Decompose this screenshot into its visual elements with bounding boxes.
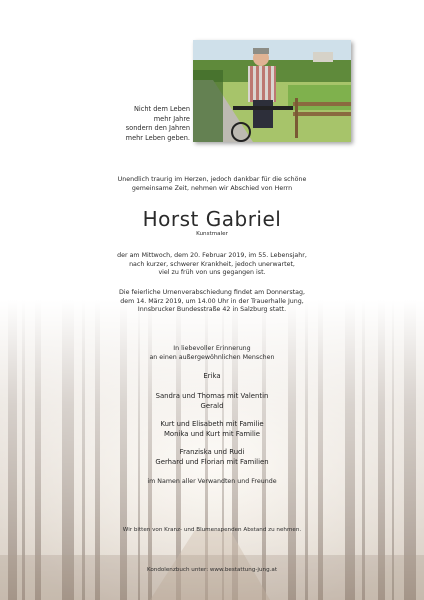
mourner-group: [92, 420, 332, 439]
motto-line: sondern den Jahren: [125, 124, 190, 133]
ceremony-line: Innsbrucker Bundesstraße 42 in Salzburg statt.: [137, 306, 287, 314]
flowers-note: Wir bitten von Kranz- und Blumenspenden Abstand zu nehmen.: [122, 527, 302, 533]
motto-text: [80, 105, 190, 143]
portrait-photo: [193, 40, 351, 142]
mourner-group: [92, 372, 332, 382]
motto-line: mehr Leben geben.: [125, 133, 190, 142]
remembrance-text: [92, 345, 332, 362]
motto-line: mehr Jahre: [153, 114, 190, 123]
death-notice-line: viel zu früh von uns gegangen ist.: [158, 269, 266, 277]
death-notice-line: nach kurzer, schwerer Krankheit, jedoch unerwartet,: [129, 260, 295, 268]
ceremony-line: dem 14. März 2019, um 14.00 Uhr in der Trauerhalle Jung,: [120, 297, 304, 305]
ceremony-line: Die feierliche Urnenverabschiedung findet am Donnerstag,: [119, 289, 305, 296]
mourner-line: Gerhard und Florian mit Familien: [155, 457, 269, 466]
mourner-line: Monika und Kurt mit Familie: [163, 429, 261, 438]
death-notice-line: der am Mittwoch, dem 20. Februar 2019, im 55. Lebensjahr,: [117, 252, 307, 259]
mourner-group: [92, 392, 332, 411]
deceased-name: Horst Gabriel: [142, 207, 282, 231]
intro-line: gemeinsame Zeit, nehmen wir Abschied von Herrn: [131, 184, 293, 192]
mourner-line: Sandra und Thomas mit Valentin: [155, 392, 269, 400]
mourner-group: [92, 448, 332, 467]
motto-line: Nicht dem Leben: [133, 105, 190, 113]
mourner-line: Gerald: [200, 401, 224, 410]
deceased-profession: Kunstmaler: [196, 231, 228, 237]
mourner-line: Kurt und Elisabeth mit Familie: [160, 420, 264, 428]
mourner-line: Franziska und Rudi: [179, 448, 245, 456]
remembrance-line: In liebevoller Erinnerung: [173, 345, 251, 352]
condolence-note: Kondolenzbuch unter: www.bestattung-jung.at: [146, 567, 278, 573]
remembrance-line: an einen außergewöhnlichen Menschen: [149, 353, 275, 361]
ceremony-text: [92, 289, 332, 315]
intro-line: Unendlich traurig im Herzen, jedoch dankbar für die schöne: [117, 176, 307, 183]
death-notice-text: [92, 252, 332, 278]
relatives-line: im Namen aller Verwandten und Freunde: [147, 478, 277, 485]
mourner-line: Erika: [203, 372, 221, 380]
intro-text: [92, 176, 332, 193]
